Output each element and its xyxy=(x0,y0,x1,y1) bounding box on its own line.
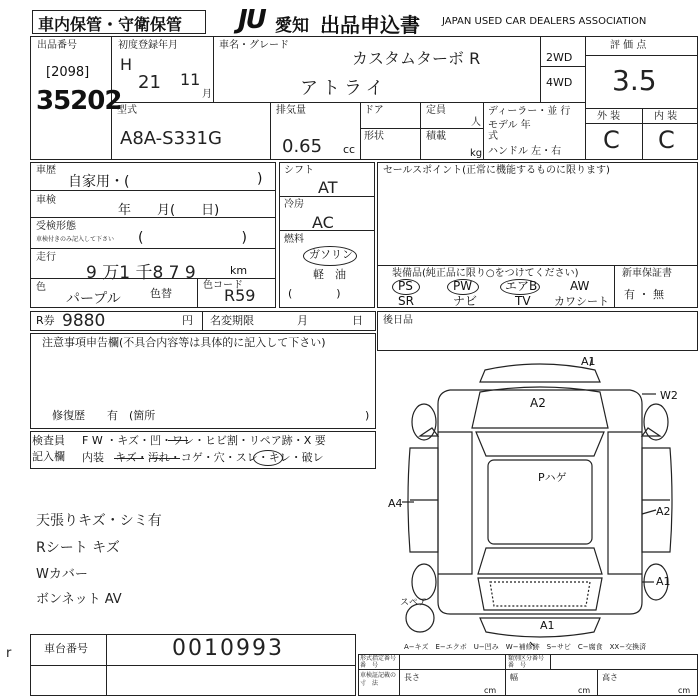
width-label: 幅 xyxy=(510,673,518,682)
inspector-circle-scuff xyxy=(253,450,283,466)
equip-ps: PS xyxy=(398,279,413,293)
equip-pw: PW xyxy=(453,279,473,293)
equip-sr: SR xyxy=(398,294,414,308)
handle-label: ハンドル 左・右 xyxy=(488,146,562,157)
notes-label: 注意事項申告欄(不具合内容等は具体的に記入して下さい) xyxy=(42,336,326,349)
diagram-mark-peel: Pハゲ xyxy=(538,471,567,484)
first-reg-year: 21 xyxy=(138,72,161,93)
fuel-petrol: ガソリン xyxy=(309,248,353,261)
spare-label: スペア xyxy=(400,598,428,608)
displacement-unit: cc xyxy=(343,143,356,156)
diagram-mark-a1-top: A1 xyxy=(581,355,596,368)
listing-no-small: [2098] xyxy=(46,65,90,80)
load-label: 積載 xyxy=(426,131,446,142)
ac-value: AC xyxy=(312,213,334,232)
type-designation-label: 形式指定番号 番 号 xyxy=(360,655,397,669)
capacity-label: 定員 xyxy=(426,105,446,116)
repair-label: 修復歴 有 (箇所 xyxy=(52,409,156,422)
history-value: 自家用・( xyxy=(68,174,130,190)
recycle-label: R券 xyxy=(36,314,55,327)
fuel-light: 軽 油 xyxy=(313,268,346,281)
displacement-label: 排気量 xyxy=(276,105,306,116)
equip-navi: ナビ xyxy=(453,294,478,308)
new-warranty-value: 有 ・ 無 xyxy=(624,288,664,301)
displacement-value: 0.65 xyxy=(282,136,323,157)
exterior-label: 外 装 xyxy=(597,111,621,122)
door-label: ドア xyxy=(364,105,384,116)
equip-leather: カワシート xyxy=(554,295,609,308)
later-box xyxy=(377,311,698,351)
diagram-mark-w2: W2 xyxy=(660,389,678,402)
mileage-unit: km xyxy=(230,264,248,277)
handwritten-line-3: Wカバー xyxy=(36,567,88,582)
diagram-mark-a2-side: A2 xyxy=(656,505,671,518)
inspector-row-2: 内装 キズ・汚れ・コゲ・穴・スレ・キレ・破レ xyxy=(82,451,324,464)
fuel-label: 燃料 xyxy=(284,234,304,245)
association-name: JAPAN USED CAR DEALERS ASSOCIATION xyxy=(442,16,647,27)
equip-circle-airbag xyxy=(500,279,540,295)
listing-no: 35202 xyxy=(36,86,122,116)
deadline-value: 月 日 xyxy=(297,314,363,327)
model-label: 型式 xyxy=(117,105,137,116)
reception-value: ( ) xyxy=(138,230,247,246)
repair-close: ) xyxy=(365,409,370,422)
margin-mark: r xyxy=(6,646,12,661)
inspector-label-1: 検査員 xyxy=(32,434,65,447)
color-code-label: 色コード xyxy=(203,280,243,291)
history-label: 車歴 xyxy=(36,165,56,176)
diagram-mark-a1-side: A1 xyxy=(656,575,671,588)
first-reg-month-unit: 月 xyxy=(202,89,212,100)
inspector-row-1: F W ・キズ・凹・ワレ・ヒビ割・リペア跡・X 要 xyxy=(82,434,326,447)
form-title: 出品申込書 xyxy=(320,13,420,37)
first-reg-era: H xyxy=(120,55,133,74)
drive-2wd: 2WD xyxy=(546,51,573,64)
inspector-label-2: 記入欄 xyxy=(32,450,65,463)
listing-no-label: 出品番号 xyxy=(37,40,77,51)
chassis-number: 0010993 xyxy=(172,636,284,661)
capacity-unit: 人 xyxy=(471,117,481,128)
equipment-label: 装備品(純正品に限り○をつけてください) xyxy=(392,268,579,279)
equip-circle-pw xyxy=(447,279,479,295)
reception-label: 受検形態 xyxy=(36,221,76,232)
reception-note: 車検付きのみ記入して下さい xyxy=(36,236,115,243)
equip-circle-ps xyxy=(392,279,420,295)
new-warranty-label: 新車保証書 xyxy=(622,268,672,279)
diagram-mark-a1-bottom: A1 xyxy=(540,619,555,632)
damage-legend: A−キズ E−エクボ U−凹み W−補修跡 S−サビ C−腐食 XX−交換済 xyxy=(404,643,647,651)
mileage-label: 走行 xyxy=(36,252,56,263)
shape-label: 形状 xyxy=(364,131,384,142)
height-unit: cm xyxy=(678,686,691,695)
later-label: 後日品 xyxy=(383,315,413,326)
shift-value: AT xyxy=(318,178,338,197)
handwritten-line-2: Rシート キズ xyxy=(36,540,120,556)
chassis-label: 車台番号 xyxy=(44,642,88,655)
equip-aw: AW xyxy=(570,279,590,293)
org-name: 愛知 xyxy=(275,16,309,36)
ac-label: 冷房 xyxy=(284,199,304,210)
inspection-label: 車検 xyxy=(36,195,56,206)
interior-label: 内 装 xyxy=(654,111,678,122)
handwritten-line-1: 天張りキズ・シミ有 xyxy=(36,513,162,529)
history-close: ) xyxy=(257,171,263,187)
diagram-mark-a4: A4 xyxy=(388,497,403,510)
drive-4wd: 4WD xyxy=(546,76,573,89)
sales-label: セールスポイント(正常に機能するものに限ります) xyxy=(383,165,610,176)
deadline-label: 名変期限 xyxy=(210,314,254,327)
car-name-label: 車名・グレード xyxy=(219,40,289,51)
equip-airbag: エアB xyxy=(505,279,538,293)
model-code: A8A-S331G xyxy=(120,128,222,149)
fuel-other: ( ) xyxy=(288,287,341,300)
storage-label: 車内保管・守衛保管 xyxy=(38,15,183,34)
color-change-label: 色替 xyxy=(150,287,172,300)
car-name: アトライ xyxy=(300,78,388,99)
color-label: 色 xyxy=(36,282,46,293)
model-year-label: モデル 年式 xyxy=(488,120,531,142)
color-code-value: R59 xyxy=(224,286,256,305)
score-value: 3.5 xyxy=(612,64,657,97)
first-reg-label: 初度登録年月 xyxy=(118,40,178,51)
car-grade: カスタムターボ R xyxy=(352,49,481,68)
handwritten-line-4: ボンネット AV xyxy=(36,592,122,607)
score-label: 評 価 点 xyxy=(610,40,647,51)
shift-label: シフト xyxy=(284,165,314,176)
exterior-grade: C xyxy=(603,126,620,154)
diagram-mark-a2-hood: A2 xyxy=(530,396,546,410)
equip-tv: TV xyxy=(515,294,531,308)
class-number-label: 類別区分番号 番 号 xyxy=(508,655,545,669)
recycle-value: 9880 xyxy=(62,311,106,331)
registered-size-label: 車検証記載の 寸 法 xyxy=(360,672,397,687)
first-reg-month: 11 xyxy=(180,70,201,89)
height-label: 高さ xyxy=(602,673,618,682)
inspection-value: 年 月( 日) xyxy=(118,203,220,218)
load-unit: kg xyxy=(470,148,483,159)
length-label: 長さ xyxy=(404,673,420,682)
ju-logo: JU xyxy=(238,5,265,35)
recycle-unit: 円 xyxy=(182,314,193,327)
width-unit: cm xyxy=(578,686,591,695)
mileage-value: 9 万1 千8 7 9 xyxy=(86,263,196,283)
length-unit: cm xyxy=(484,686,497,695)
interior-grade: C xyxy=(658,126,675,154)
color-value: パープル xyxy=(66,291,121,307)
dealer-label: ディーラー・並 行 xyxy=(488,106,571,117)
